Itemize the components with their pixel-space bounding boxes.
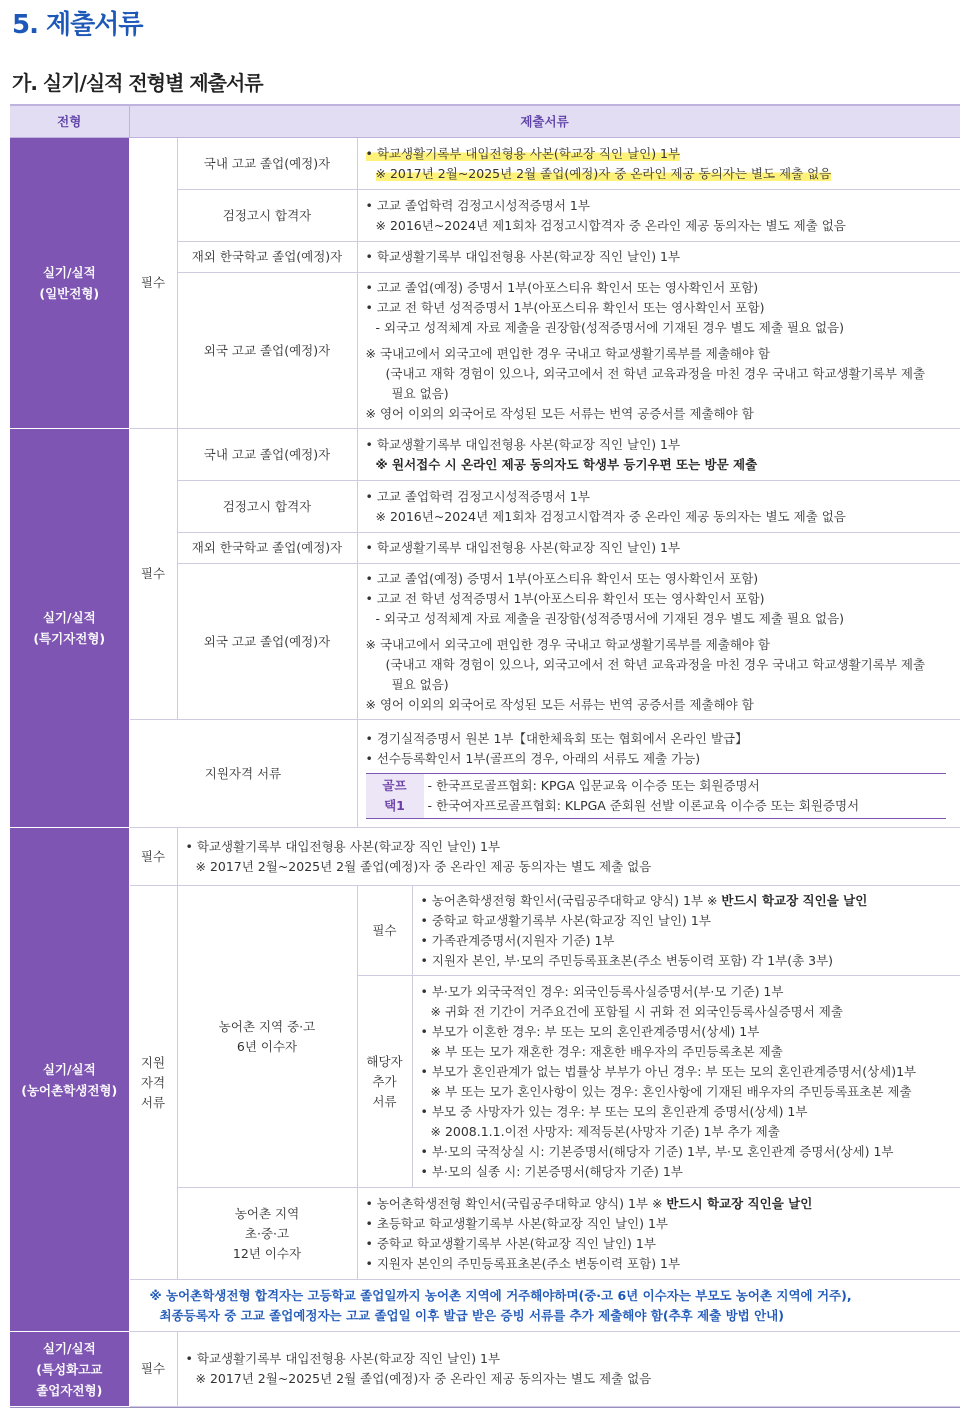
- header-documents: 제출서류: [129, 105, 960, 138]
- table-row: [10, 138, 960, 190]
- doc-list: • 고교 졸업(예정) 증명서 1부(아포스티유 확인서 또는 영사확인서 포함) • 고교 전 학년 성적증명서 1부(아포스티유 확인서 또는 영사확인서 포함) - 외국고 성적체계 자료 제출을 권장함(성적증명서에 기재된 경우 별도 제출 필요 없음) ※ 국내고에서 외국고에 편입한 경우 국내고 학교생활기록부를 제출해야 함 (국내고 재학 경험이 있으나, 외국고에서 전 학년 교육과정을 마친 경우 국내고 학교생활기록부 제출 필요 없음) ※ 영어 이외의 외국어로 작성된 모든 서류는 번역 공증서를 제출해야 함: [357, 273, 960, 429]
- category-specialized-high-school: 실기/실적 (특성화고교 졸업자전형): [10, 1332, 129, 1407]
- table-row: [10, 720, 960, 828]
- row-label-six-years: 농어촌 지역 중·고 6년 이수자: [177, 886, 357, 1188]
- golf-label: 골프 택1: [366, 773, 424, 818]
- doc-list: • 학교생활기록부 대입전형용 사본(학교장 직인 날인) 1부 ※ 2017년 2월~2025년 2월 졸업(예정)자 중 온라인 제공 동의자는 별도 제출 없음: [177, 828, 960, 886]
- row-label-foreign: 외국 고교 졸업(예정)자: [177, 564, 357, 720]
- golf-options: - 한국프로골프협회: KPGA 입문교육 이수증 또는 회원증명서 - 한국여자프로골프협회: KLPGA 준회원 선발 이론교육 이수증 또는 회원증명서: [424, 773, 946, 818]
- row-label-ged: 검정고시 합격자: [177, 481, 357, 533]
- category-general: 실기/실적 (일반전형): [10, 138, 129, 429]
- doc-list: • 학교생활기록부 대입전형용 사본(학교장 직인 날인) 1부 ※ 2017년 2월~2025년 2월 졸업(예정)자 중 온라인 제공 동의자는 별도 제출 없음: [357, 138, 960, 190]
- row-label-korean-abroad: 재외 한국학교 졸업(예정)자: [177, 533, 357, 564]
- category-rural: 실기/실적 (농어촌학생전형): [10, 828, 129, 1332]
- required-label: 필수: [129, 138, 177, 429]
- row-label-ged: 검정고시 합격자: [177, 190, 357, 242]
- row-label-domestic: 국내 고교 졸업(예정)자: [177, 429, 357, 481]
- doc-list: • 학교생활기록부 대입전형용 사본(학교장 직인 날인) 1부 ※ 원서접수 시 온라인 제공 동의자도 학생부 등기우편 또는 방문 제출: [357, 429, 960, 481]
- table-header: [10, 105, 960, 138]
- sub-title: 가. 실기/실적 전형별 제출서류: [12, 71, 263, 95]
- golf-table: [366, 773, 946, 819]
- row-label-foreign: 외국 고교 졸업(예정)자: [177, 273, 357, 429]
- doc-list: • 농어촌학생전형 확인서(국립공주대학교 양식) 1부 ※ 반드시 학교장 직인을 날인 • 중학교 학교생활기록부 사본(학교장 직인 날인) 1부 • 가족관계증명서(지원자 기준) 1부 • 지원자 본인, 부·모의 주민등록표초본(주소 변동이력 포함) 각 1부(총 3부): [412, 886, 960, 976]
- additional-docs-label: 해당자 추가 서류: [357, 976, 412, 1188]
- table-row: [10, 886, 960, 976]
- rural-note: ※ 농어촌학생전형 합격자는 고등학교 졸업일까지 농어촌 지역에 거주해야하며(중·고 6년 이수자는 부모도 농어촌 지역에 거주), 최종등록자 중 고교 졸업예정자는 고교 졸업일 이후 발급 받은 증빙 서류를 추가 제출해야 함(추후 제출 방법 안내): [129, 1280, 960, 1332]
- doc-list: • 학교생활기록부 대입전형용 사본(학교장 직인 날인) 1부: [357, 533, 960, 564]
- doc-list: • 농어촌학생전형 확인서(국립공주대학교 양식) 1부 ※ 반드시 학교장 직인을 날인 • 초등학교 학교생활기록부 사본(학교장 직인 날인) 1부 • 중학교 학교생활기록부 사본(학교장 직인 날인) 1부 • 지원자 본인의 주민등록표초본(주소 변동이력 포함) 1부: [357, 1188, 960, 1280]
- required-label: 필수: [129, 429, 177, 720]
- row-label-qualification: 지원자격 서류: [129, 720, 357, 828]
- doc-list: • 경기실적증명서 원본 1부【대한체육회 또는 협회에서 온라인 발급】 • 선수등록확인서 1부(골프의 경우, 아래의 서류도 제출 가능) 골프 택1 - 한국프로골프협회: KPGA 입문교육 이수증 또는 회원증명서 - 한국여자프로골프협회: KLPGA 준회원 선발 이론교육 이수증 또는 회원증명서: [357, 720, 960, 828]
- doc-list: • 고교 졸업학력 검정고시성적증명서 1부 ※ 2016년~2024년 제1회차 검정고시합격자 중 온라인 제공 동의자는 별도 제출 없음: [357, 481, 960, 533]
- row-label-domestic: 국내 고교 졸업(예정)자: [177, 138, 357, 190]
- documents-table-wrap: [10, 104, 960, 1408]
- documents-table: [10, 104, 960, 1407]
- table-row: [10, 429, 960, 481]
- required-label: 필수: [129, 828, 177, 886]
- table-row: [10, 1280, 960, 1332]
- row-label-korean-abroad: 재외 한국학교 졸업(예정)자: [177, 242, 357, 273]
- qualification-label: 지원 자격 서류: [129, 886, 177, 1280]
- doc-list: • 부·모가 외국국적인 경우: 외국인등록사실증명서(부·모 기준) 1부 ※ 귀화 전 기간이 거주요건에 포함될 시 귀화 전 외국인등록사실증명서 제출 • 부모가 이혼한 경우: 부 또는 모의 혼인관계증명서(상세) 1부 ※ 부 또는 모가 재혼한 경우: 재혼한 배우자의 주민등록초본 제출 • 부모가 혼인관계가 없는 법률상 부부가 아닌 경우: 부 또는 모의 혼인관계증명서(상세)1부 ※ 부 또는 모가 혼인사항이 있는 경우: 혼인사항에 기재된 배우자의 주민등록표초본 제출 • 부모 중 사망자가 있는 경우: 부 또는 모의 혼인관계 증명서(상세) 1부 ※ 2008.1.1.이전 사망자: 제적등본(사망자 기준) 1부 추가 제출 • 부·모의 국적상실 시: 기본증명서(해당자 기준) 1부, 부·모 혼인관계 증명서(상세) 1부 • 부·모의 실종 시: 기본증명서(해당자 기준) 1부: [412, 976, 960, 1188]
- doc-list: • 고교 졸업(예정) 증명서 1부(아포스티유 확인서 또는 영사확인서 포함) • 고교 전 학년 성적증명서 1부(아포스티유 확인서 또는 영사확인서 포함) - 외국고 성적체계 자료 제출을 권장함(성적증명서에 기재된 경우 별도 제출 필요 없음) ※ 국내고에서 외국고에 편입한 경우 국내고 학교생활기록부를 제출해야 함 (국내고 재학 경험이 있으나, 외국고에서 전 학년 교육과정을 마친 경우 국내고 학교생활기록부 제출 필요 없음) ※ 영어 이외의 외국어로 작성된 모든 서류는 번역 공증서를 제출해야 함: [357, 564, 960, 720]
- section-title: 5. 제출서류: [12, 10, 143, 40]
- doc-list: • 고교 졸업학력 검정고시성적증명서 1부 ※ 2016년~2024년 제1회차 검정고시합격자 중 온라인 제공 동의자는 별도 제출 없음: [357, 190, 960, 242]
- required-label: 필수: [129, 1332, 177, 1407]
- table-row: [10, 1332, 960, 1407]
- sub-required-label: 필수: [357, 886, 412, 976]
- header-type: 전형: [10, 105, 129, 138]
- doc-list: • 학교생활기록부 대입전형용 사본(학교장 직인 날인) 1부: [357, 242, 960, 273]
- row-label-twelve-years: 농어촌 지역 초·중·고 12년 이수자: [177, 1188, 357, 1280]
- table-row: [10, 828, 960, 886]
- category-special-talent: 실기/실적 (특기자전형): [10, 429, 129, 828]
- doc-list: • 학교생활기록부 대입전형용 사본(학교장 직인 날인) 1부 ※ 2017년 2월~2025년 2월 졸업(예정)자 중 온라인 제공 동의자는 별도 제출 없음: [177, 1332, 960, 1407]
